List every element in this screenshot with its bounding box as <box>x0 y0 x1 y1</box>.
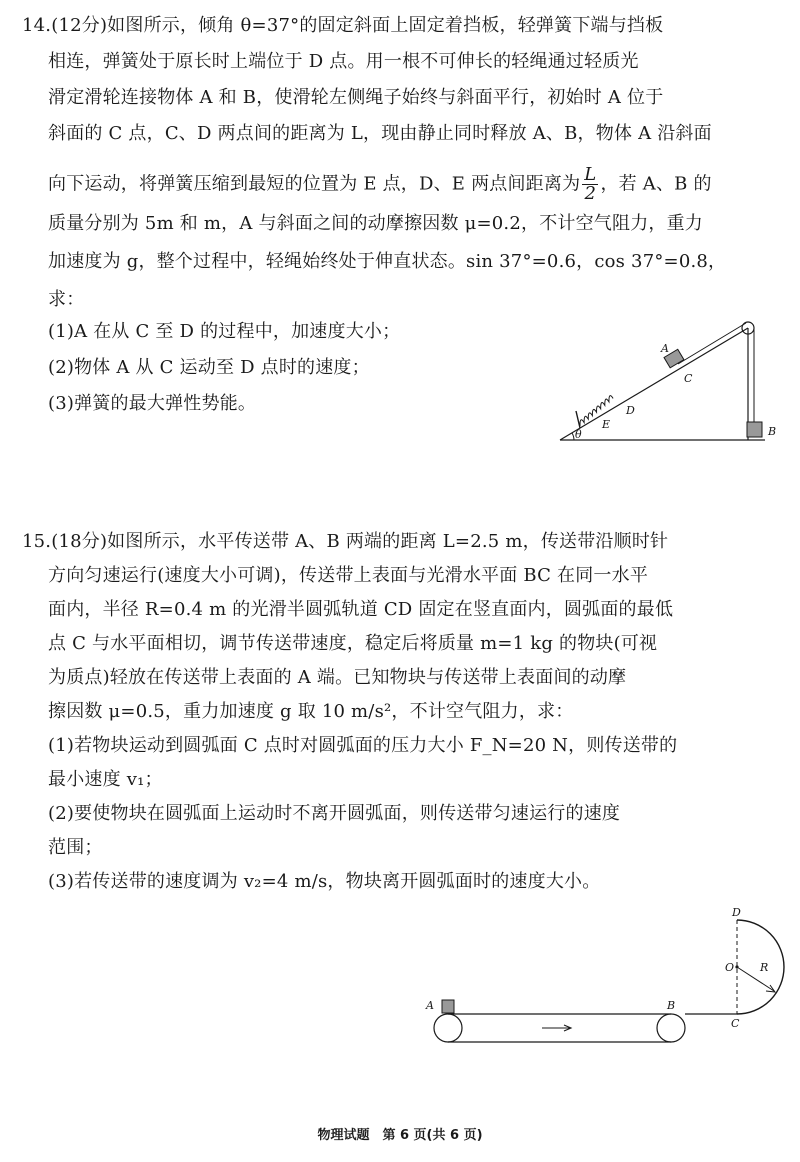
label-c: C <box>731 1017 740 1030</box>
q15-line-6: 擦因数 μ=0.5，重力加速度 g 取 10 m/s²，不计空气阻力，求： <box>48 701 574 722</box>
q14-line-1: 14.(12分)如图所示，倾角 θ=37°的固定斜面上固定着挡板，轻弹簧下端与挡板 <box>22 15 664 36</box>
q14-line-7: 加速度为 g，整个过程中，轻绳始终处于伸直状态。sin 37°=0.6，cos 37°=0.8， <box>48 251 727 272</box>
q14-line-3: 滑定滑轮连接物体 A 和 B，使滑轮左侧绳子始终与斜面平行，初始时 A 位于 <box>48 87 664 108</box>
q15-line-3: 面内，半径 R=0.4 m 的光滑半圆弧轨道 CD 固定在竖直面内，圆弧面的最低 <box>48 599 674 620</box>
label-r: R <box>760 961 769 974</box>
angle-arc <box>572 433 574 440</box>
left-roller-icon <box>434 1014 462 1042</box>
right-roller-icon <box>657 1014 685 1042</box>
q15-sub-1-cont: 最小速度 v₁； <box>48 769 163 790</box>
label-d: D <box>732 906 741 919</box>
block-b <box>747 422 762 437</box>
q14-sub-1: (1)A 在从 C 至 D 的过程中，加速度大小； <box>48 321 401 342</box>
stopper-plate <box>576 411 580 428</box>
label-a: A <box>661 342 669 355</box>
label-b: B <box>667 999 676 1012</box>
label-o: O <box>725 961 735 974</box>
label-d: D <box>626 404 635 417</box>
radius-arrow <box>737 967 775 992</box>
q15-line-2: 方向匀速运行(速度大小可调)，传送带上表面与光滑水平面 BC 在同一水平 <box>48 565 649 586</box>
q15-conveyor-figure <box>420 905 790 1055</box>
rope-along-incline <box>678 323 746 364</box>
page-footer: 物理试题 第 6 页(共 6 页) <box>317 1128 483 1143</box>
q14-incline-figure <box>550 312 790 448</box>
q14-line-5 <box>48 166 712 203</box>
q15-sub-2-cont: 范围； <box>48 837 103 858</box>
spring-icon <box>574 395 618 426</box>
q14-line-2: 相连，弹簧处于原长时上端位于 D 点。用一根不可伸长的轻绳通过轻质光 <box>48 51 639 72</box>
q15-sub-3: (3)若传送带的速度调为 v₂=4 m/s，物块离开圆弧面时的速度大小。 <box>48 871 601 892</box>
fraction-l-over-2 <box>582 166 598 203</box>
label-c: C <box>684 372 693 385</box>
q14-sub-3: (3)弹簧的最大弹性势能。 <box>48 393 257 414</box>
q15-sub-1: (1)若物块运动到圆弧面 C 点时对圆弧面的压力大小 F_N=20 N，则传送带的 <box>48 735 678 756</box>
q14-line-6: 质量分别为 5m 和 m，A 与斜面之间的动摩擦因数 μ=0.2，不计空气阻力，重力 <box>48 213 703 234</box>
q14-line-8: 求： <box>48 289 85 310</box>
block-m <box>442 1000 454 1013</box>
q14-line-5-pre: 向下运动，将弹簧压缩到最短的位置为 E 点，D、E 两点间距离为 <box>48 173 581 195</box>
q15-line-5: 为质点)轻放在传送带上表面的 A 端。已知物块与传送带上表面间的动摩 <box>48 667 627 688</box>
q14-line-4: 斜面的 C 点，C、D 两点间的距离为 L，现由静止同时释放 A、B，物体 A 沿斜面 <box>48 123 712 144</box>
fraction-numerator: L <box>584 164 597 185</box>
q14-line-5-post: ，若 A、B 的 <box>600 173 712 195</box>
fraction-denominator: 2 <box>584 183 597 204</box>
label-b: B <box>768 425 777 438</box>
belt-direction-arrow <box>542 1025 571 1031</box>
q14-sub-2: (2)物体 A 从 C 运动至 D 点时的速度； <box>48 357 370 378</box>
label-theta: θ <box>575 428 582 441</box>
label-e: E <box>602 418 611 431</box>
label-a: A <box>426 999 434 1012</box>
incline-surface <box>560 328 748 440</box>
q15-sub-2: (2)要使物块在圆弧面上运动时不离开圆弧面，则传送带匀速运行的速度 <box>48 803 621 824</box>
q15-line-4: 点 C 与水平面相切，调节传送带速度，稳定后将质量 m=1 kg 的物块(可视 <box>48 633 658 654</box>
q15-line-1: 15.(18分)如图所示，水平传送带 A、B 两端的距离 L=2.5 m，传送带沿顺时针 <box>22 531 669 552</box>
